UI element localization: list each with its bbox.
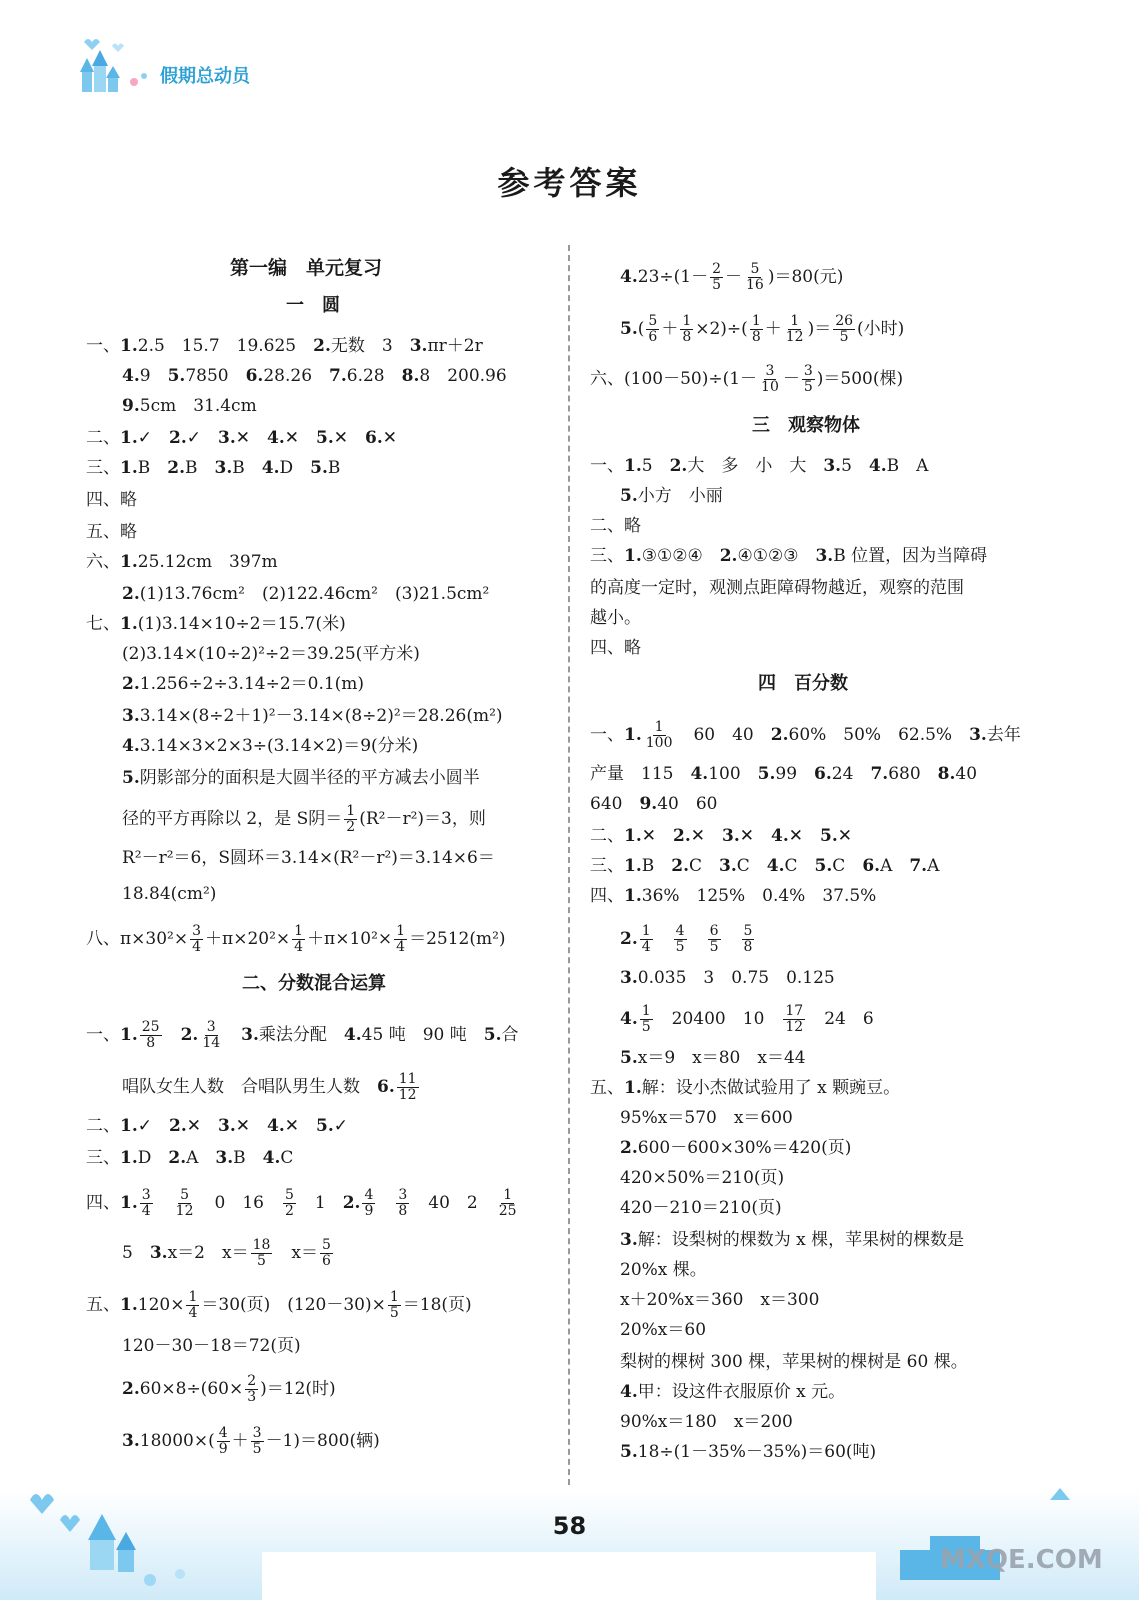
fraction: $\frac{6}{5}$ bbox=[709, 923, 719, 955]
fraction: $\frac{5}{2}$ bbox=[284, 1187, 294, 1219]
column-divider bbox=[568, 245, 570, 1485]
fraction: $\frac{5}{8}$ bbox=[743, 923, 753, 955]
fraction: $\frac{1}{25}$ bbox=[498, 1187, 517, 1219]
section-heading: 二、分数混合运算 bbox=[242, 973, 386, 994]
fraction: $\frac{4}{9}$ bbox=[218, 1425, 228, 1457]
page-title: 参考答案 bbox=[497, 164, 642, 202]
section-heading: 四 百分数 bbox=[758, 673, 848, 694]
answer-line: 5 3.x＝2 x＝ $\frac{18}{5}$ x＝ $\frac{5}{6}$ bbox=[122, 1237, 331, 1269]
answer-line: 2.600－600×30%＝420(页) bbox=[620, 1138, 852, 1158]
answer-line: 五、略 bbox=[86, 522, 137, 542]
answer-line: 3.0.035 3 0.75 0.125 bbox=[620, 968, 835, 988]
answer-line: 七、1.(1)3.14×10÷2＝15.7(米) bbox=[86, 614, 346, 634]
answer-line: 3.3.14×(8÷2＋1)²－3.14×(8÷2)²＝28.26(m²) bbox=[122, 706, 503, 726]
fraction: $\frac{3}{14}$ bbox=[202, 1019, 221, 1051]
answer-line: 2.(1)13.76cm² (2)122.46cm² (3)21.5cm² bbox=[122, 584, 490, 604]
fraction: $\frac{25}{8}$ bbox=[141, 1019, 160, 1051]
brand-name: 假期总动员 bbox=[160, 66, 250, 87]
fraction: $\frac{5}{6}$ bbox=[648, 313, 658, 345]
fraction: $\frac{1}{8}$ bbox=[682, 313, 692, 345]
fraction: $\frac{5}{16}$ bbox=[746, 261, 764, 293]
answer-line: 梨树的棵树 300 棵，苹果树的棵树是 60 棵。 bbox=[620, 1352, 968, 1372]
fraction: $\frac{3}{5}$ bbox=[803, 363, 813, 395]
answer-line: 20%x 棵。 bbox=[620, 1260, 707, 1280]
section-heading: 一 圆 bbox=[286, 295, 340, 316]
answer-line: 120－30－18＝72(页) bbox=[122, 1336, 301, 1356]
answer-line: 2. $\frac{1}{4}$ $\frac{4}{5}$ $\frac{6}{5}$ $\frac{5}{8}$ bbox=[620, 923, 753, 955]
fraction: $\frac{1}{5}$ bbox=[389, 1289, 399, 1321]
fraction: $\frac{26}{5}$ bbox=[835, 313, 854, 345]
fraction: $\frac{5}{12}$ bbox=[175, 1187, 194, 1219]
answer-line: 4. $\frac{1}{5}$ 20400 10 $\frac{17}{12}$ 24 6 bbox=[620, 1003, 874, 1035]
fraction: $\frac{4}{9}$ bbox=[364, 1187, 374, 1219]
answer-line: 3.18000×( $\frac{4}{9}$ ＋ $\frac{3}{5}$ －1)＝800(辆) bbox=[122, 1425, 380, 1457]
answer-line: 一、1. $\frac{1}{100}$ 60 40 2.60% 50% 62.5% 3.去年 bbox=[590, 719, 1021, 751]
answer-line: 五、1.解：设小杰做试验用了 x 颗豌豆。 bbox=[590, 1078, 901, 1098]
answer-line: 5.x＝9 x＝80 x＝44 bbox=[620, 1048, 806, 1068]
answer-line: 越小。 bbox=[590, 608, 641, 628]
answer-line: 5.阴影部分的面积是大圆半径的平方减去小圆半 bbox=[122, 768, 480, 788]
chapter-heading: 第一编 单元复习 bbox=[230, 257, 383, 279]
answer-line: R²－r²＝6，S圆环＝3.14×(R²－r²)＝3.14×6＝ bbox=[122, 848, 495, 868]
answer-line: 三、1.B 2.C 3.C 4.C 5.C 6.A 7.A bbox=[590, 856, 940, 876]
fraction: $\frac{1}{4}$ bbox=[641, 923, 651, 955]
fraction: $\frac{1}{12}$ bbox=[785, 313, 804, 345]
fraction: $\frac{5}{6}$ bbox=[322, 1237, 331, 1269]
answer-line: x＋20%x＝360 x＝300 bbox=[620, 1290, 820, 1310]
answer-line: 2.1.256÷2÷3.14÷2＝0.1(m) bbox=[122, 674, 365, 694]
answer-line: 4.3.14×3×2×3÷(3.14×2)＝9(分米) bbox=[122, 736, 419, 756]
answer-line: 的高度一定时，观测点距障碍物越近，观察的范围 bbox=[590, 578, 964, 598]
answer-line: (2)3.14×(10÷2)²÷2＝39.25(平方米) bbox=[122, 644, 420, 664]
fraction: $\frac{1}{4}$ bbox=[188, 1289, 198, 1321]
section-heading: 三 观察物体 bbox=[752, 415, 860, 436]
answer-line: 三、1.③①②④ 2.④①②③ 3.B 位置，因为当障碍 bbox=[590, 546, 988, 566]
answer-line: 四、略 bbox=[590, 638, 641, 658]
answer-line: 640 9.40 60 bbox=[590, 794, 718, 814]
fraction: $\frac{4}{5}$ bbox=[675, 923, 685, 955]
answer-line: 二、1.✓ 2.✕ 3.✕ 4.✕ 5.✓ bbox=[86, 1116, 348, 1136]
answer-line: 90%x＝180 x＝200 bbox=[620, 1412, 793, 1432]
answer-line: 9.5cm 31.4cm bbox=[122, 396, 257, 416]
fraction: $\frac{3}{5}$ bbox=[252, 1425, 262, 1457]
fraction: $\frac{1}{2}$ bbox=[346, 803, 356, 835]
answer-line: 20%x＝60 bbox=[620, 1320, 707, 1340]
watermark: MXQE.COM bbox=[940, 1545, 1103, 1575]
answer-line: 四、1. $\frac{3}{4}$ $\frac{5}{12}$ 0 16 $\frac{5}{2}$ 1 2. $\frac{4}{9}$ $\frac{3}{8}$ 40 2 $\frac{1}{25}$ bbox=[86, 1187, 517, 1219]
answer-line: 3.解：设梨树的棵数为 x 棵，苹果树的棵数是 bbox=[620, 1230, 965, 1250]
fraction: $\frac{1}{100}$ bbox=[645, 719, 673, 751]
answer-line: 八、π×30²× $\frac{3}{4}$ ＋π×20²× $\frac{1}{4}$ ＋π×10²× $\frac{1}{4}$ ＝2512(m²) bbox=[86, 923, 506, 955]
answer-line: 四、1.36% 125% 0.4% 37.5% bbox=[590, 886, 877, 906]
fraction: $\frac{3}{8}$ bbox=[398, 1187, 408, 1219]
answer-line: 4.甲：设这件衣服原价 x 元。 bbox=[620, 1382, 846, 1402]
fraction: $\frac{1}{4}$ bbox=[294, 923, 304, 955]
fraction: $\frac{2}{5}$ bbox=[712, 261, 721, 293]
fraction: $\frac{1}{4}$ bbox=[396, 923, 406, 955]
answer-line: 2.60×8÷(60× $\frac{2}{3}$ )＝12(时) bbox=[122, 1373, 336, 1405]
page-number: 58 bbox=[552, 1512, 587, 1540]
answer-line: 95%x＝570 x＝600 bbox=[620, 1108, 793, 1128]
answer-line: 三、1.D 2.A 3.B 4.C bbox=[86, 1148, 294, 1168]
answer-line: 唱队女生人数 合唱队男生人数 6. $\frac{11}{12}$ bbox=[122, 1071, 417, 1103]
answer-line: 产量 115 4.100 5.99 6.24 7.680 8.40 bbox=[590, 764, 978, 784]
fraction: $\frac{3}{10}$ bbox=[761, 363, 779, 395]
answer-line: 5.18÷(1－35%－35%)＝60(吨) bbox=[620, 1442, 877, 1462]
answer-line: 一、1.2.5 15.7 19.625 2.无数 3 3.πr＋2r bbox=[86, 336, 483, 356]
answer-line: 二、1.✕ 2.✕ 3.✕ 4.✕ 5.✕ bbox=[590, 826, 852, 846]
answer-line: 420×50%＝210(页) bbox=[620, 1168, 785, 1188]
answer-line: 4.9 5.7850 6.28.26 7.6.28 8.8 200.96 bbox=[122, 366, 507, 386]
answer-line: 径的平方再除以 2，是 S阴＝ $\frac{1}{2}$ (R²－r²)＝3，则 bbox=[122, 803, 486, 835]
answer-line: 五、1.120× $\frac{1}{4}$ ＝30(页) (120－30)× $\frac{1}{5}$ ＝18(页) bbox=[86, 1289, 472, 1321]
answer-line: 二、略 bbox=[590, 516, 641, 536]
fraction: $\frac{11}{12}$ bbox=[398, 1071, 417, 1103]
fraction: $\frac{18}{5}$ bbox=[252, 1237, 271, 1269]
fraction: $\frac{3}{4}$ bbox=[192, 923, 202, 955]
answer-line: 一、1.5 2.大 多 小 大 3.5 4.B A bbox=[590, 456, 929, 476]
answer-line: 420－210＝210(页) bbox=[620, 1198, 782, 1218]
answer-line: 三、1.B 2.B 3.B 4.D 5.B bbox=[86, 458, 341, 478]
answer-line: 5.小方 小丽 bbox=[620, 486, 723, 506]
answer-line: 4.23÷(1－ $\frac{2}{5}$ － $\frac{5}{16}$ )＝80(元) bbox=[620, 261, 844, 293]
fraction: $\frac{2}{3}$ bbox=[247, 1373, 257, 1405]
fraction: $\frac{17}{12}$ bbox=[785, 1003, 804, 1035]
answer-line: 六、(100－50)÷(1－ $\frac{3}{10}$ － $\frac{3}{5}$ )＝500(棵) bbox=[590, 363, 904, 395]
answer-line: 二、1.✓ 2.✓ 3.✕ 4.✕ 5.✕ 6.✕ bbox=[86, 428, 397, 448]
answer-line: 一、1. $\frac{25}{8}$ 2. $\frac{3}{14}$ 3.乘法分配 4.45 吨 90 吨 5.合 bbox=[86, 1019, 519, 1051]
fraction: $\frac{3}{4}$ bbox=[141, 1187, 151, 1219]
answer-line: 18.84(cm²) bbox=[122, 884, 217, 904]
answer-line: 四、略 bbox=[86, 490, 137, 510]
fraction: $\frac{1}{8}$ bbox=[751, 313, 761, 345]
answer-line: 六、1.25.12cm 397m bbox=[86, 552, 278, 572]
fraction: $\frac{1}{5}$ bbox=[641, 1003, 651, 1035]
answer-line: 5.( $\frac{5}{6}$ ＋ $\frac{1}{8}$ ×2)÷( $\frac{1}{8}$ ＋ $\frac{1}{12}$ )＝ $\frac{26}{5}$ (小时) bbox=[620, 313, 905, 345]
